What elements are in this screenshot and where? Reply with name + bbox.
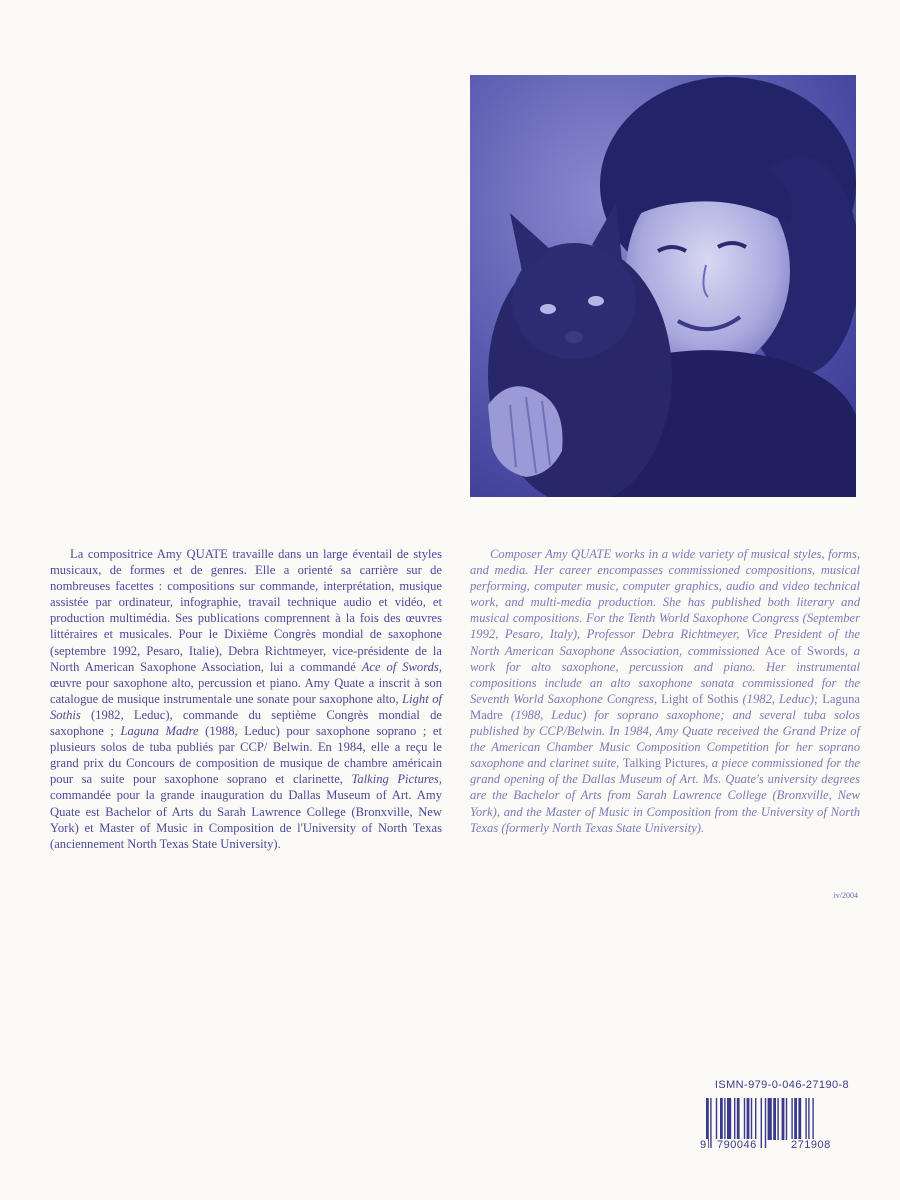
biography-french	[50, 546, 442, 852]
barcode-bar	[747, 1098, 750, 1140]
barcode-bar	[734, 1098, 735, 1140]
barcode-bar	[716, 1098, 717, 1140]
biography-french-paragraph: La compositrice Amy QUATE travaille dans un large éventail de styles musicaux, de formes et de genres. Elle a orienté sa carrière sur de nombreuses facettes : compositions sur commande, interprétation, musique assistée par ordinateur, infographie, travail technique audio et vidéo, et production multimédia. Ses publications comprennent à la fois des œuvres littéraires et musicales. Pour le Dixième Congrès mondial de saxophone (septembre 1992, Pesaro, Italie), Debra Richtmeyer, vice-présidente de la North American Saxophone Association, lui a commandé Ace of Swords, œuvre pour saxophone alto, percussion et piano. Amy Quate a inscrit à son catalogue de musique instrumentale une sonate pour saxophone alto, Light of Sothis (1982, Leduc), commande du septième Congrès mondial de saxophone ; Laguna Madre (1988, Leduc) pour saxophone soprano ; et plusieurs solos de tuba publiés par CCP/ Belwin. En 1984, elle a reçu le grand prix du Concours de composition de musique de chambre américain pour sa suite pour saxophone soprano et clarinette, Talking Pictures, commandée pour la grande inauguration du Dallas Museum of Art. Amy Quate est Bachelor of Arts du Sarah Lawrence College (Bronxville, New York) et Master of Music in Composition de l'University of North Texas (anciennement North Texas State University).	[50, 547, 442, 851]
ismn-number: ISMN-979-0-046-27190-8	[714, 1079, 850, 1091]
work-title: Ace of Swords	[361, 659, 439, 674]
barcode-digits-right: 271908	[791, 1139, 831, 1151]
barcode-bar	[768, 1098, 772, 1140]
biography-english	[470, 546, 860, 836]
barcode-bar	[724, 1098, 725, 1140]
work-title: Laguna Madre	[470, 691, 860, 722]
barcode-bar	[765, 1098, 766, 1148]
barcode-bar	[755, 1098, 756, 1140]
barcode-bar	[794, 1098, 797, 1140]
barcode-bar	[710, 1098, 711, 1148]
barcode-bar	[805, 1098, 806, 1140]
work-title: Ace of Swords	[764, 643, 845, 658]
barcode-bar	[744, 1098, 745, 1140]
barcode-bar	[751, 1098, 752, 1140]
barcode-bar	[720, 1098, 723, 1140]
date-signature: iv/2004	[833, 891, 858, 900]
barcode-bar	[777, 1098, 778, 1140]
work-title: Light of Sothis	[661, 691, 739, 706]
barcode-digit-first: 9	[700, 1139, 707, 1151]
barcode-bar	[798, 1098, 801, 1140]
work-title: Talking Pictures	[351, 772, 439, 787]
portrait-photo	[470, 75, 856, 497]
work-title: Laguna Madre	[120, 724, 199, 739]
barcode-bar	[782, 1098, 785, 1140]
barcode-bar	[786, 1098, 787, 1140]
barcode-bar	[808, 1098, 809, 1140]
barcode-digits-left: 790046	[717, 1139, 757, 1151]
work-title: Light of Sothis	[50, 691, 442, 722]
barcode-bar	[791, 1098, 792, 1140]
barcode-bar	[773, 1098, 776, 1140]
work-title: Talking Pictures	[622, 756, 706, 771]
biography-english-paragraph: Composer Amy QUATE works in a wide variety of musical styles, forms, and media. Her career encompasses commissioned compositions, musical performing, computer music, computer graphics, audio and video technical work, and multi-media production. She has published both literary and musical compositions. For the Tenth World Saxophone Congress (September 1992, Pesaro, Italy), Professor Debra Richtmeyer, Vice President of the North American Saxophone Association, commissioned Ace of Swords, a work for alto saxophone, percussion and piano. Her instrumental compositions include an alto saxophone sonata commissioned for the Seventh World Saxophone Congress, Light of Sothis (1982, Leduc); Laguna Madre (1988, Leduc) for soprano saxophone; and several tuba solos published by CCP/Belwin. In 1984, Amy Quate received the Grand Prize of the American Chamber Music Composition Competition for her soprano saxophone and clarinet suite, Talking Pictures, a piece commissioned for the grand opening of the Dallas Museum of Art. Ms. Quate's university degrees are the Bachelor of Arts from Sarah Lawrence College (Bronxville, New York), and the Master of Music in Composition from the University of North Texas (formerly North Texas State University).	[470, 547, 861, 835]
barcode-bar	[737, 1098, 740, 1140]
barcode-bar	[761, 1098, 762, 1148]
barcode-bar	[727, 1098, 731, 1140]
